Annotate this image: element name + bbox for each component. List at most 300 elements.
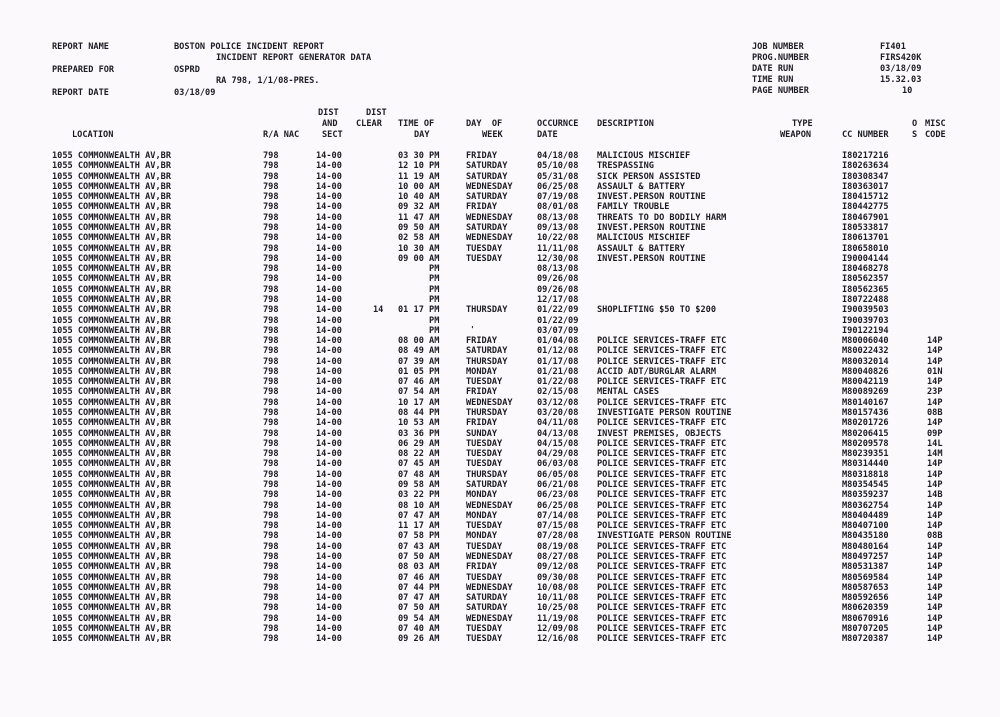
- cell-cc-number: I80533817: [842, 223, 889, 233]
- cell-occurrence-date: 08/19/08: [537, 541, 579, 552]
- cell-ra: 798: [263, 582, 279, 593]
- cell-day-of-week: TUESDAY: [466, 572, 503, 583]
- table-row: [0, 603, 1000, 613]
- cell-dist-sect: 14-00: [316, 171, 342, 182]
- cell-cc-number: M80404489: [842, 510, 889, 521]
- prepared-for: OSPRD: [174, 65, 200, 75]
- cell-dist-sect: 14-00: [316, 408, 342, 418]
- cell-occurrence-date: 06/21/08: [537, 480, 579, 490]
- cell-dist-sect: 14-00: [316, 531, 342, 542]
- cell-ra: 798: [263, 366, 279, 377]
- cell-ra: 798: [263, 623, 279, 634]
- cell-description: POLICE SERVICES-TRAFF ETC: [597, 510, 727, 521]
- cell-location: 1055 COMMONWEALTH AV,BR: [52, 243, 171, 254]
- cell-time-of-day: PM: [398, 284, 440, 295]
- cell-dist-sect: 14-00: [316, 634, 342, 645]
- col-misc-code-2: CODE: [925, 130, 946, 140]
- cell-location: 1055 COMMONWEALTH AV,BR: [52, 212, 171, 223]
- cell-misc-code: 14B: [927, 490, 943, 501]
- cell-day-of-week: FRIDAY: [466, 562, 498, 573]
- cell-time-of-day: 09 32 AM: [398, 202, 440, 213]
- table-row: [0, 634, 1000, 644]
- cell-cc-number: M80201726: [842, 418, 889, 429]
- cell-occurrence-date: 12/16/08: [537, 634, 579, 645]
- cell-location: 1055 COMMONWEALTH AV,BR: [52, 531, 171, 542]
- cell-time-of-day: PM: [398, 274, 440, 285]
- cell-misc-code: 14P: [927, 346, 943, 357]
- cell-occurrence-date: 12/30/08: [537, 253, 579, 264]
- col-misc-code-1: MISC: [925, 119, 946, 129]
- cell-dist-sect: 14-00: [316, 202, 342, 213]
- cell-misc-code: 14L: [927, 438, 943, 449]
- cell-location: 1055 COMMONWEALTH AV,BR: [52, 192, 171, 203]
- cell-description: ASSAULT & BATTERY: [597, 243, 685, 254]
- col-day-of-week-2: WEEK: [482, 130, 503, 140]
- cell-time-of-day: PM: [398, 264, 440, 275]
- cell-occurrence-date: 09/26/08: [537, 274, 579, 285]
- cell-ra: 798: [263, 449, 279, 460]
- cell-dist-sect: 14-00: [316, 449, 342, 460]
- cell-day-of-week: WEDNESDAY: [466, 233, 513, 244]
- cell-occurrence-date: 04/29/08: [537, 449, 579, 460]
- cell-occurrence-date: 01/12/08: [537, 346, 579, 357]
- cell-location: 1055 COMMONWEALTH AV,BR: [52, 387, 171, 398]
- report-name: BOSTON POLICE INCIDENT REPORT: [174, 42, 325, 52]
- cell-misc-code: 14P: [927, 418, 943, 429]
- cell-dist-sect: 14-00: [316, 541, 342, 552]
- col-time-of-day-2: DAY: [414, 130, 430, 140]
- cell-time-of-day: 11 19 AM: [398, 171, 440, 182]
- cell-dist-sect: 14-00: [316, 623, 342, 634]
- cell-time-of-day: 07 40 AM: [398, 623, 440, 634]
- cell-day-of-week: TUESDAY: [466, 623, 503, 634]
- table-row: [0, 295, 1000, 305]
- cell-cc-number: M80318818: [842, 469, 889, 480]
- cell-dist-sect: 14-00: [316, 572, 342, 583]
- cell-description: POLICE SERVICES-TRAFF ETC: [597, 572, 727, 583]
- cell-dist-sect: 14-00: [316, 294, 342, 305]
- cell-cc-number: I80562357: [842, 274, 889, 285]
- cell-cc-number: M80206415: [842, 428, 889, 439]
- cell-day-of-week: THURSDAY: [466, 408, 508, 418]
- cell-cc-number: M80592656: [842, 593, 889, 603]
- cell-time-of-day: 03 22 PM: [398, 490, 440, 501]
- cell-misc-code: 14P: [927, 377, 943, 388]
- cell-ra: 798: [263, 305, 279, 316]
- cell-description: POLICE SERVICES-TRAFF ETC: [597, 593, 727, 603]
- cell-location: 1055 COMMONWEALTH AV,BR: [52, 336, 171, 346]
- cell-location: 1055 COMMONWEALTH AV,BR: [52, 459, 171, 470]
- table-row: [0, 459, 1000, 469]
- cell-dist-sect: 14-00: [316, 161, 342, 172]
- cell-occurrence-date: 09/12/08: [537, 562, 579, 573]
- table-row: [0, 573, 1000, 583]
- cell-dist-clear: 14: [373, 305, 384, 316]
- cell-misc-code: 14P: [927, 572, 943, 583]
- cell-misc-code: 14P: [927, 521, 943, 532]
- cell-occurrence-date: 05/31/08: [537, 171, 579, 182]
- cell-time-of-day: 07 47 AM: [398, 510, 440, 521]
- cell-misc-code: 14P: [927, 562, 943, 573]
- cell-location: 1055 COMMONWEALTH AV,BR: [52, 613, 171, 624]
- cell-time-of-day: 01 05 PM: [398, 366, 440, 377]
- cell-cc-number: M80497257: [842, 551, 889, 562]
- cell-description: SHOPLIFTING $50 TO $200: [597, 305, 716, 316]
- col-description: DESCRIPTION: [597, 119, 654, 129]
- page-number: 10: [902, 86, 913, 96]
- cell-cc-number: I80415712: [842, 192, 889, 203]
- cell-day-of-week: SATURDAY: [466, 346, 508, 357]
- table-row: [0, 336, 1000, 346]
- cell-occurrence-date: 04/11/08: [537, 418, 579, 429]
- report-name-label: REPORT NAME: [52, 42, 109, 52]
- cell-misc-code: 23P: [927, 387, 943, 398]
- cell-location: 1055 COMMONWEALTH AV,BR: [52, 223, 171, 233]
- cell-day-of-week: SATURDAY: [466, 593, 508, 603]
- cell-dist-sect: 14-00: [316, 233, 342, 244]
- cell-cc-number: I80658010: [842, 243, 889, 254]
- cell-misc-code: 08B: [927, 408, 943, 418]
- cell-location: 1055 COMMONWEALTH AV,BR: [52, 510, 171, 521]
- cell-time-of-day: 10 17 AM: [398, 397, 440, 408]
- cell-time-of-day: PM: [398, 294, 440, 305]
- cell-misc-code: 09P: [927, 428, 943, 439]
- cell-dist-sect: 14-00: [316, 181, 342, 192]
- cell-ra: 798: [263, 243, 279, 254]
- cell-time-of-day: 09 50 AM: [398, 223, 440, 233]
- cell-time-of-day: 07 47 AM: [398, 593, 440, 603]
- cell-occurrence-date: 07/19/08: [537, 192, 579, 203]
- cell-location: 1055 COMMONWEALTH AV,BR: [52, 623, 171, 634]
- col-type-weapon-1: TYPE: [792, 119, 813, 129]
- table-row: [0, 542, 1000, 552]
- cell-day-of-week: SATURDAY: [466, 480, 508, 490]
- cell-location: 1055 COMMONWEALTH AV,BR: [52, 274, 171, 285]
- cell-cc-number: I80263634: [842, 161, 889, 172]
- cell-description: POLICE SERVICES-TRAFF ETC: [597, 346, 727, 357]
- col-occurrence-date-2: DATE: [537, 130, 558, 140]
- cell-location: 1055 COMMONWEALTH AV,BR: [52, 469, 171, 480]
- cell-occurrence-date: 05/10/08: [537, 161, 579, 172]
- cell-dist-sect: 14-00: [316, 490, 342, 501]
- cell-location: 1055 COMMONWEALTH AV,BR: [52, 562, 171, 573]
- cell-day-of-week: TUESDAY: [466, 243, 503, 254]
- cell-dist-sect: 14-00: [316, 397, 342, 408]
- cell-ra: 798: [263, 192, 279, 203]
- cell-dist-sect: 14-00: [316, 480, 342, 490]
- col-day-of-week-1: DAY OF: [466, 119, 503, 129]
- cell-ra: 798: [263, 613, 279, 624]
- cell-ra: 798: [263, 572, 279, 583]
- cell-cc-number: M80022432: [842, 346, 889, 357]
- cell-time-of-day: 03 30 PM: [398, 151, 440, 161]
- cell-dist-sect: 14-00: [316, 593, 342, 603]
- cell-location: 1055 COMMONWEALTH AV,BR: [52, 428, 171, 439]
- cell-occurrence-date: 10/22/08: [537, 233, 579, 244]
- cell-cc-number: M80720387: [842, 634, 889, 645]
- cell-location: 1055 COMMONWEALTH AV,BR: [52, 264, 171, 275]
- cell-misc-code: 14P: [927, 603, 943, 614]
- cell-location: 1055 COMMONWEALTH AV,BR: [52, 593, 171, 603]
- cell-ra: 798: [263, 151, 279, 161]
- cell-day-of-week: WEDNESDAY: [466, 551, 513, 562]
- cell-occurrence-date: 11/19/08: [537, 613, 579, 624]
- cell-location: 1055 COMMONWEALTH AV,BR: [52, 449, 171, 460]
- col-o-s-2: S: [912, 130, 918, 140]
- cell-dist-sect: 14-00: [316, 315, 342, 326]
- cell-occurrence-date: 06/05/08: [537, 469, 579, 480]
- prog-number: FIRS420K: [880, 53, 922, 63]
- cell-misc-code: 14P: [927, 500, 943, 511]
- cell-cc-number: I80308347: [842, 171, 889, 182]
- cell-misc-code: 14P: [927, 613, 943, 624]
- cell-occurrence-date: 08/27/08: [537, 551, 579, 562]
- cell-cc-number: M80040826: [842, 366, 889, 377]
- cell-day-of-week: TUESDAY: [466, 438, 503, 449]
- cell-misc-code: 14P: [927, 356, 943, 367]
- cell-dist-sect: 14-00: [316, 151, 342, 161]
- cell-description: POLICE SERVICES-TRAFF ETC: [597, 490, 727, 501]
- cell-location: 1055 COMMONWEALTH AV,BR: [52, 181, 171, 192]
- cell-occurrence-date: 04/15/08: [537, 438, 579, 449]
- cell-day-of-week: SATURDAY: [466, 223, 508, 233]
- cell-time-of-day: 09 26 AM: [398, 634, 440, 645]
- job-number-label: JOB NUMBER: [752, 42, 804, 52]
- cell-dist-sect: 14-00: [316, 521, 342, 532]
- col-o-s-1: O: [912, 119, 918, 129]
- cell-misc-code: 14M: [927, 449, 943, 460]
- cell-cc-number: M80006040: [842, 336, 889, 346]
- cell-description: SICK PERSON ASSISTED: [597, 171, 701, 182]
- cell-cc-number: M80140167: [842, 397, 889, 408]
- cell-time-of-day: 07 44 PM: [398, 582, 440, 593]
- table-row: [0, 614, 1000, 624]
- cell-time-of-day: 02 58 AM: [398, 233, 440, 244]
- cell-dist-sect: 14-00: [316, 243, 342, 254]
- cell-time-of-day: 07 50 AM: [398, 603, 440, 614]
- cell-description: POLICE SERVICES-TRAFF ETC: [597, 397, 727, 408]
- cell-misc-code: 14P: [927, 459, 943, 470]
- table-row: [0, 552, 1000, 562]
- cell-occurrence-date: 04/13/08: [537, 428, 579, 439]
- table-row: [0, 501, 1000, 511]
- cell-occurrence-date: 06/25/08: [537, 500, 579, 511]
- cell-day-of-week: TUESDAY: [466, 521, 503, 532]
- cell-ra: 798: [263, 469, 279, 480]
- table-row: [0, 408, 1000, 418]
- col-dist-and-sect-1: DIST: [318, 108, 339, 118]
- cell-day-of-week: MONDAY: [466, 510, 498, 521]
- cell-occurrence-date: 07/15/08: [537, 521, 579, 532]
- cell-day-of-week: FRIDAY: [466, 418, 498, 429]
- cell-time-of-day: 08 49 AM: [398, 346, 440, 357]
- cell-cc-number: M80480164: [842, 541, 889, 552]
- table-row: [0, 233, 1000, 243]
- cell-description: POLICE SERVICES-TRAFF ETC: [597, 634, 727, 645]
- cell-description: TRESPASSING: [597, 161, 654, 172]
- cell-dist-sect: 14-00: [316, 387, 342, 398]
- job-number: FI401: [880, 42, 906, 52]
- cell-occurrence-date: 10/08/08: [537, 582, 579, 593]
- prepared-for-label: PREPARED FOR: [52, 65, 115, 75]
- cell-location: 1055 COMMONWEALTH AV,BR: [52, 377, 171, 388]
- table-row: [0, 192, 1000, 202]
- table-row: [0, 182, 1000, 192]
- cell-day-of-week: SATURDAY: [466, 161, 508, 172]
- cell-description: THREATS TO DO BODILY HARM: [597, 212, 727, 223]
- col-cc-number: CC NUMBER: [842, 130, 889, 140]
- cell-dist-sect: 14-00: [316, 325, 342, 336]
- cell-time-of-day: 07 39 AM: [398, 356, 440, 367]
- cell-dist-sect: 14-00: [316, 459, 342, 470]
- cell-description: POLICE SERVICES-TRAFF ETC: [597, 459, 727, 470]
- cell-time-of-day: 10 53 AM: [398, 418, 440, 429]
- cell-ra: 798: [263, 418, 279, 429]
- cell-day-of-week: SATURDAY: [466, 603, 508, 614]
- cell-location: 1055 COMMONWEALTH AV,BR: [52, 572, 171, 583]
- cell-cc-number: M80569584: [842, 572, 889, 583]
- cell-misc-code: 08B: [927, 531, 943, 542]
- cell-description: POLICE SERVICES-TRAFF ETC: [597, 438, 727, 449]
- cell-time-of-day: 09 00 AM: [398, 253, 440, 264]
- cell-location: 1055 COMMONWEALTH AV,BR: [52, 346, 171, 357]
- cell-dist-sect: 14-00: [316, 562, 342, 573]
- cell-ra: 798: [263, 490, 279, 501]
- cell-description: MALICIOUS MISCHIEF: [597, 233, 691, 244]
- cell-dist-sect: 14-00: [316, 377, 342, 388]
- cell-cc-number: M80089269: [842, 387, 889, 398]
- table-row: [0, 449, 1000, 459]
- cell-time-of-day: 08 22 AM: [398, 449, 440, 460]
- cell-cc-number: M80620359: [842, 603, 889, 614]
- cell-occurrence-date: 09/13/08: [537, 223, 579, 233]
- cell-occurrence-date: 09/30/08: [537, 572, 579, 583]
- cell-cc-number: M80209578: [842, 438, 889, 449]
- col-type-weapon-2: WEAPON: [780, 130, 812, 140]
- cell-time-of-day: 08 10 AM: [398, 500, 440, 511]
- date-run: 03/18/09: [880, 64, 922, 74]
- col-dist-clear-2: CLEAR: [356, 119, 382, 129]
- cell-occurrence-date: 06/23/08: [537, 490, 579, 501]
- cell-description: POLICE SERVICES-TRAFF ETC: [597, 541, 727, 552]
- cell-location: 1055 COMMONWEALTH AV,BR: [52, 305, 171, 316]
- cell-description: INVEST.PERSON ROUTINE: [597, 223, 706, 233]
- cell-occurrence-date: 11/11/08: [537, 243, 579, 254]
- table-row: [0, 151, 1000, 161]
- table-row: [0, 521, 1000, 531]
- cell-time-of-day: 11 17 AM: [398, 521, 440, 532]
- cell-description: POLICE SERVICES-TRAFF ETC: [597, 469, 727, 480]
- cell-cc-number: M80354545: [842, 480, 889, 490]
- cell-time-of-day: 07 45 AM: [398, 459, 440, 470]
- cell-ra: 798: [263, 336, 279, 346]
- cell-location: 1055 COMMONWEALTH AV,BR: [52, 541, 171, 552]
- cell-cc-number: M80707205: [842, 623, 889, 634]
- cell-ra: 798: [263, 161, 279, 172]
- cell-ra: 798: [263, 562, 279, 573]
- cell-occurrence-date: 09/26/08: [537, 284, 579, 295]
- cell-ra: 798: [263, 480, 279, 490]
- time-run-label: TIME RUN: [752, 75, 794, 85]
- cell-dist-sect: 14-00: [316, 274, 342, 285]
- cell-day-of-week: THURSDAY: [466, 356, 508, 367]
- cell-description: FAMILY TROUBLE: [597, 202, 670, 213]
- cell-ra: 798: [263, 294, 279, 305]
- cell-location: 1055 COMMONWEALTH AV,BR: [52, 202, 171, 213]
- report-criteria: RA 798, 1/1/08-PRES.: [216, 76, 320, 86]
- cell-occurrence-date: 10/25/08: [537, 603, 579, 614]
- cell-time-of-day: 03 36 PM: [398, 428, 440, 439]
- cell-location: 1055 COMMONWEALTH AV,BR: [52, 294, 171, 305]
- table-row: [0, 624, 1000, 634]
- cell-occurrence-date: 08/13/08: [537, 264, 579, 275]
- cell-description: POLICE SERVICES-TRAFF ETC: [597, 336, 727, 346]
- cell-cc-number: I80613701: [842, 233, 889, 244]
- cell-misc-code: 14P: [927, 582, 943, 593]
- cell-cc-number: M80157436: [842, 408, 889, 418]
- cell-ra: 798: [263, 541, 279, 552]
- cell-cc-number: I80467901: [842, 212, 889, 223]
- table-row: [0, 357, 1000, 367]
- cell-day-of-week: FRIDAY: [466, 387, 498, 398]
- cell-location: 1055 COMMONWEALTH AV,BR: [52, 315, 171, 326]
- cell-dist-sect: 14-00: [316, 253, 342, 264]
- cell-ra: 798: [263, 387, 279, 398]
- cell-time-of-day: 10 00 AM: [398, 181, 440, 192]
- cell-description: MALICIOUS MISCHIEF: [597, 151, 691, 161]
- cell-ra: 798: [263, 634, 279, 645]
- table-row: [0, 172, 1000, 182]
- table-row: [0, 316, 1000, 326]
- cell-description: POLICE SERVICES-TRAFF ETC: [597, 500, 727, 511]
- cell-cc-number: M80587653: [842, 582, 889, 593]
- cell-time-of-day: 10 40 AM: [398, 192, 440, 203]
- cell-day-of-week: TUESDAY: [466, 541, 503, 552]
- cell-cc-number: I80363017: [842, 181, 889, 192]
- cell-description: ACCID ADT/BURGLAR ALARM: [597, 366, 716, 377]
- cell-ra: 798: [263, 438, 279, 449]
- cell-day-of-week: TUESDAY: [466, 634, 503, 645]
- cell-day-of-week: SATURDAY: [466, 171, 508, 182]
- cell-time-of-day: 12 10 PM: [398, 161, 440, 172]
- cell-dist-sect: 14-00: [316, 346, 342, 357]
- cell-location: 1055 COMMONWEALTH AV,BR: [52, 253, 171, 264]
- table-row: [0, 387, 1000, 397]
- cell-time-of-day: 11 47 AM: [398, 212, 440, 223]
- table-row: [0, 161, 1000, 171]
- cell-cc-number: M80239351: [842, 449, 889, 460]
- cell-ra: 798: [263, 346, 279, 357]
- cell-ra: 798: [263, 459, 279, 470]
- col-dist-and-sect-3: SECT: [322, 130, 343, 140]
- cell-ra: 798: [263, 223, 279, 233]
- cell-ra: 798: [263, 274, 279, 285]
- cell-time-of-day: 08 03 AM: [398, 562, 440, 573]
- cell-day-of-week: WEDNESDAY: [466, 212, 513, 223]
- cell-time-of-day: 09 54 AM: [398, 613, 440, 624]
- cell-dist-sect: 14-00: [316, 613, 342, 624]
- cell-description: INVEST PREMISES, OBJECTS: [597, 428, 722, 439]
- table-row: [0, 511, 1000, 521]
- cell-dist-sect: 14-00: [316, 510, 342, 521]
- cell-ra: 798: [263, 377, 279, 388]
- table-row: [0, 285, 1000, 295]
- cell-day-of-week: WEDNESDAY: [466, 181, 513, 192]
- cell-description: POLICE SERVICES-TRAFF ETC: [597, 582, 727, 593]
- cell-description: POLICE SERVICES-TRAFF ETC: [597, 377, 727, 388]
- cell-time-of-day: PM: [398, 315, 440, 326]
- cell-description: MENTAL CASES: [597, 387, 660, 398]
